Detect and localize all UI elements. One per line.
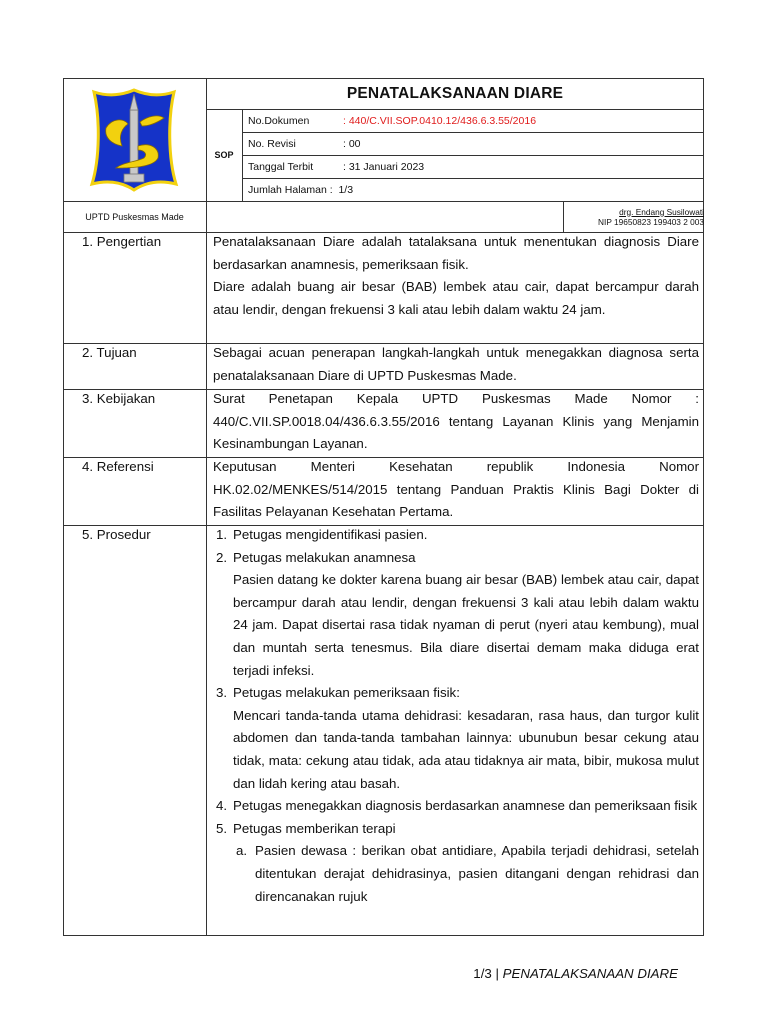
pengertian-p2: Diare adalah buang air besar (BAB) lembek atau cair, dapat bercampur darah atau lendir, dengan frekuensi 3 kali atau lebih dalam waktu 24 jam. (213, 279, 699, 317)
meta-no-dokumen (248, 109, 536, 132)
procedure-substep: a. Pasien dewasa : berikan obat antidiare, Apabila terjadi dehidrasi, setelah ditentukan derajat dehidrasinya, pasien ditangani dengan rehidrasi dan direncanakan rujuk (236, 843, 699, 904)
surabaya-crest-icon (88, 88, 180, 192)
meta-key: No. Revisi (248, 137, 296, 150)
section-label-kebijakan: 3. Kebijakan (82, 391, 156, 406)
meta-value: : 440/C.VII.SOP.0410.12/436.6.3.55/2016 (343, 114, 537, 127)
section-tujuan: Sebagai acuan penerapan langkah-langkah untuk menegakkan diagnosa serta penatalaksanaan Diare di UPTD Puskesmas Made. (213, 345, 699, 383)
signatory (563, 201, 709, 232)
meta-jumlah-halaman (248, 178, 353, 201)
pengertian-p1: Penatalaksanaan Diare adalah tatalaksana untuk menentukan diagnosis Diare berdasarkan anamnesis, pemeriksaan fisik. (213, 234, 699, 272)
meta-key: Jumlah Halaman (248, 183, 327, 196)
procedure-step: 1. Petugas mengidentifikasi pasien. (216, 527, 428, 542)
meta-value: : 31 Januari 2023 (343, 160, 425, 173)
sop-label: SOP (214, 150, 234, 160)
meta-key: Tanggal Terbit (248, 160, 314, 173)
meta-no-revisi (248, 132, 361, 155)
section-label-prosedur: 5. Prosedur (82, 527, 151, 542)
meta-value: : 00 (343, 137, 361, 150)
procedure-step: 5. Petugas memberikan terapi (216, 820, 396, 836)
signatory-name: drg. Endang Susilowati (619, 206, 704, 217)
section-label-referensi: 4. Referensi (82, 459, 154, 474)
section-referensi: Keputusan Menteri Kesehatan republik Indonesia Nomor HK.02.02/MENKES/514/2015 tentang Panduan Praktis Klinis Bagi Dokter di Fasilitas Pelayanan Kesehatan Pertama. (213, 459, 699, 520)
body-divider (206, 232, 207, 936)
section-pengertian (213, 231, 699, 321)
footer-title: PENATALAKSANAAN DIARE (502, 966, 678, 981)
procedure-step: 4. Petugas menegakkan diagnosis berdasarkan anamnese dan pemeriksaan fisik (216, 798, 698, 814)
meta-value: : 1/3 (326, 183, 354, 196)
section-prosedur (213, 524, 699, 908)
procedure-step-detail: Mencari tanda-tanda utama dehidrasi: kesadaran, rasa haus, dan turgor kulit abdomen dan tanda-tanda tambahan lainnya: ubunubun besar cekung atau tidak, mata: cekung atau tidak, ada atau tidaknya air mata, bibir, mukosa mulut dan lidah kering atau basah. (233, 707, 699, 791)
meta-key: No.Dokumen (248, 114, 310, 127)
page-footer (473, 966, 678, 981)
section-kebijakan: Surat Penetapan Kepala UPTD Puskesmas Made Nomor : 440/C.VII.SP.0018.04/436.6.3.55/2016 tentang Layanan Klinis yang Menjamin Kesinambungan Layanan. (213, 391, 699, 452)
page-number: 1/3 | (473, 966, 503, 981)
procedure-step: 2. Petugas melakukan anamnesa Pasien datang ke dokter karena buang air besar (BAB) lembek atau cair, dapat bercampur darah atau lendir, dengan frekuensi 3 kali atau lebih dalam waktu 24 jam. Dapat disertai rasa tidak nyaman di perut (nyeri atau kembung), mual dan muntah serta tenesmus. Bila diare disertai demam maka diduga erat terjadi infeksi. (213, 547, 699, 683)
meta-tanggal-terbit (248, 155, 424, 178)
procedure-step: 3. Petugas melakukan pemeriksaan fisik: Mencari tanda-tanda utama dehidrasi: kesadaran, rasa haus, dan turgor kulit abdomen dan tanda-tanda tambahan lainnya: ubunubun besar cekung atau tidak, mata: cekung atau tidak, ada atau tidaknya air mata, bibir, mukosa mulut dan lidah kering atau basah. (213, 682, 699, 795)
signatory-nip: NIP 19650823 199403 2 003 (598, 216, 704, 227)
procedure-list (213, 524, 699, 908)
procedure-step-detail: Pasien datang ke dokter karena buang air besar (BAB) lembek atau cair, dapat bercampur darah atau lendir, dengan frekuensi 3 kali atau lebih dalam waktu 24 jam. Dapat disertai rasa tidak nyaman di perut (nyeri atau kembung), mual dan muntah serta tenesmus. Bila diare disertai demam maka diduga erat terjadi infeksi. (233, 572, 699, 678)
section-label-tujuan: 2. Tujuan (82, 345, 137, 360)
document-title: PENATALAKSANAAN DIARE (346, 84, 564, 102)
section-label-pengertian: 1. Pengertian (82, 234, 162, 249)
unit-name: UPTD Puskesmas Made (85, 211, 184, 222)
